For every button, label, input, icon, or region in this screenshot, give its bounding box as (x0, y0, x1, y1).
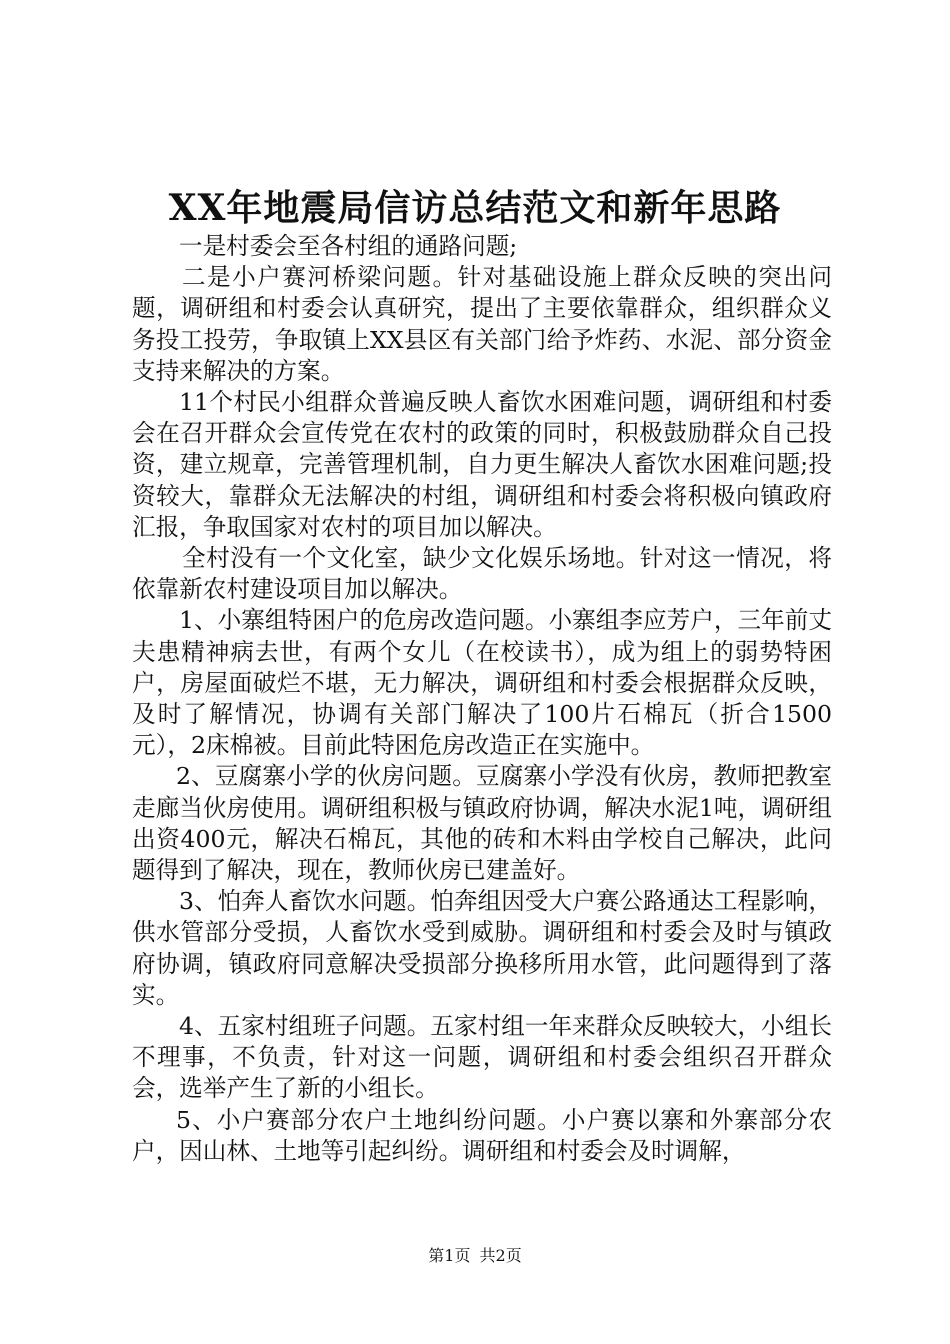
paragraph-3: 11个村民小组群众普遍反映人畜饮水困难问题，调研组和村委会在召开群众会宣传党在农村的政策的同时，积极鼓励群众自己投资，建立规章，完善管理机制，自力更生解决人畜饮水困难问题;投资较大，靠群众无法解决的村组，调研组和村委会将积极向镇政府汇报，争取国家对农村的项目加以解决。 (132, 388, 832, 541)
paragraph-5: 1、小寨组特困户的危房改造问题。小寨组李应芳户，三年前丈夫患精神病去世，有两个女儿（在校读书），成为组上的弱势特困户，房屋面破烂不堪，无力解决，调研组和村委会根据群众反映，及时了解情况，协调有关部门解决了100片石棉瓦（折合1500元），2床棉被。目前此特困危房改造正在实施中。 (132, 606, 832, 760)
paragraph-6: 2、豆腐寨小学的伙房问题。豆腐寨小学没有伙房，教师把教室走廊当伙房使用。调研组积极与镇政府协调，解决水泥1吨，调研组出资400元，解决石棉瓦，其他的砖和木料由学校自己解决，此问题得到了解决，现在，教师伙房已建盖好。 (132, 762, 832, 885)
paragraph-1: 一是村委会至各村组的通路问题; (179, 232, 518, 260)
page-number: 第1页 (428, 1246, 471, 1265)
paragraph-8: 4、五家村组班子问题。五家村组一年来群众反映较大，小组长不理事，不负责，针对这一问题，调研组和村委会组织召开群众会，选举产生了新的小组长。 (132, 1012, 832, 1103)
paragraph-4: 全村没有一个文化室，缺少文化娱乐场地。针对这一情况，将依靠新农村建设项目加以解决。 (132, 544, 832, 604)
paragraph-2: 二是小户赛河桥梁问题。针对基础设施上群众反映的突出问题，调研组和村委会认真研究，提出了主要依靠群众，组织群众义务投工投劳，争取镇上XX县区有关部门给予炸药、水泥、部分资金支持来解决的方案。 (132, 263, 832, 385)
page-total: 共2页 (479, 1246, 522, 1265)
document-title: XX年地震局信访总结范文和新年思路 (168, 187, 782, 229)
paragraph-9: 5、小户赛部分农户土地纠纷问题。小户赛以寨和外寨部分农户，因山林、土地等引起纠纷。调研组和村委会及时调解， (132, 1105, 832, 1165)
page-footer (0, 1245, 950, 1267)
document-body (132, 231, 832, 1167)
paragraph-7: 3、怕奔人畜饮水问题。怕奔组因受大户赛公路通达工程影响，供水管部分受损，人畜饮水受到威胁。调研组和村委会及时与镇政府协调，镇政府同意解决受损部分换移所用水管，此问题得到了落实。 (132, 887, 832, 1009)
